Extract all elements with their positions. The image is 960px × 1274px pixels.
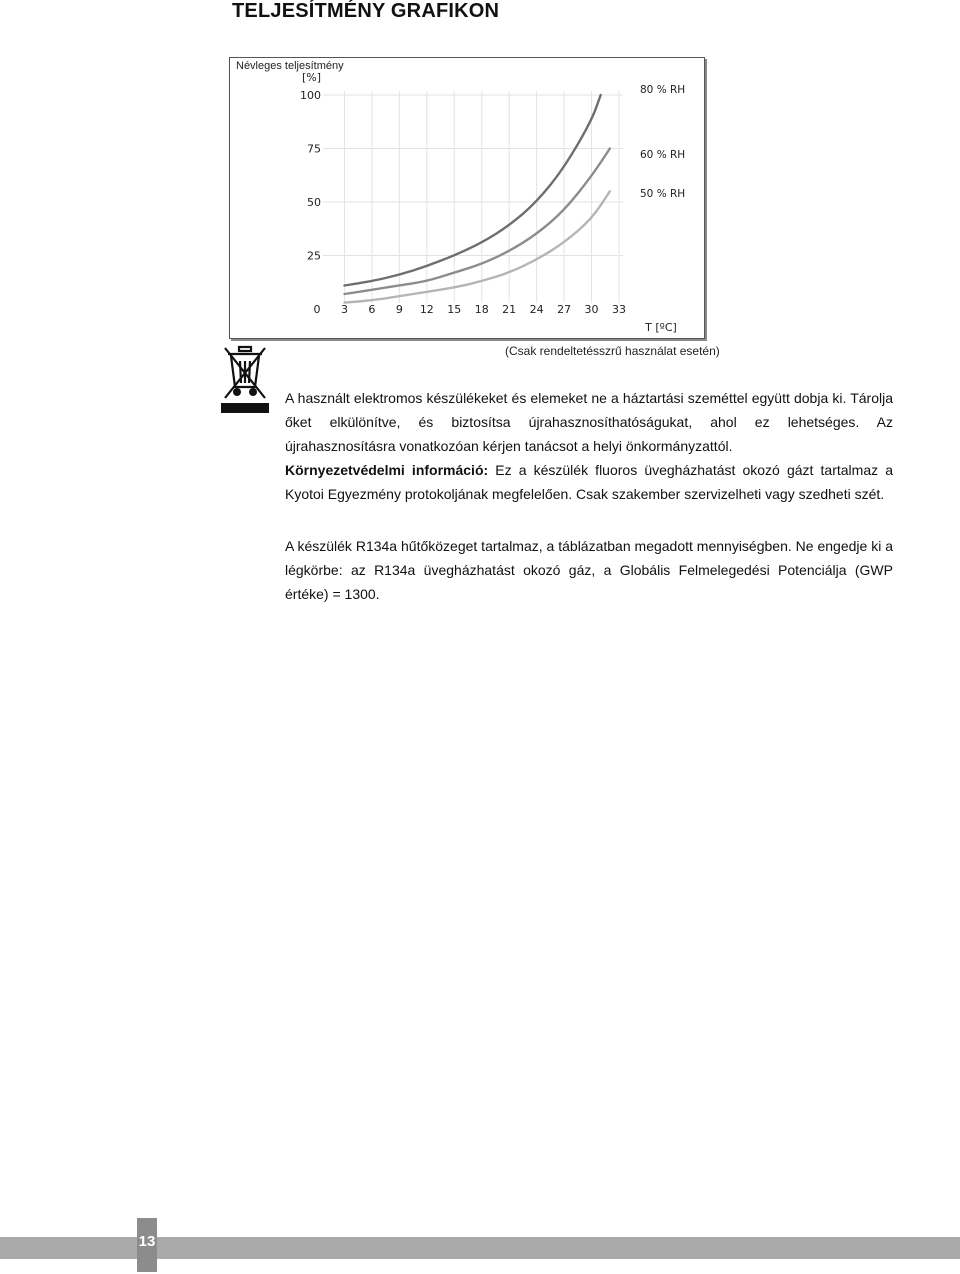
series-label: 50 % RH: [640, 188, 686, 200]
series-line: [345, 149, 610, 295]
x-tick-label: 27: [557, 303, 572, 316]
disposal-text-1: A használt elektromos készülékeket és elemeket ne a háztartási szeméttel együtt dobja ki.: [285, 390, 847, 406]
series-line: [345, 191, 610, 302]
y-tick-label: 25: [307, 249, 321, 263]
disposal-text-2: Tárolja őket elkülönítve, és biztosítsa újrahasznosíthatóságukat, ahol ez lehetséges. Az újrahasznosításra vonatkozóan kérjen tanácsot a helyi önkormányzattól.: [285, 390, 893, 454]
y-tick-label: 75: [307, 142, 321, 156]
x-tick-label: 24: [529, 303, 544, 316]
x-tick-label: 0: [313, 303, 321, 316]
x-tick-label: 6: [368, 303, 376, 316]
env-info-text: Ez a készülék fluoros üvegházhatást okozó gázt tartalmaz a Kyotoi Egyezmény protokoljának megfelelően. Csak szakember szervizelheti vagy szedheti szét.: [285, 462, 893, 502]
crossed-out-wheelie-bin-icon: [220, 340, 270, 414]
refrigerant-paragraph: A készülék R134a hűtőközeget tartalmaz, a táblázatban megadott mennyiségben. Ne engedje ki a légkörbe: az R134a üvegházhatást okozó gáz, a Globális Felmelegedési Potenciálja (GWP értéke) = 1300.: [285, 538, 893, 602]
chart-note: (Csak rendeltetésszrű használat esetén): [505, 344, 720, 358]
x-tick-label: 30: [584, 303, 599, 316]
x-tick-label: 12: [419, 303, 434, 316]
x-tick-label: 3: [340, 303, 348, 316]
x-tick-label: 33: [612, 303, 626, 316]
page-title: TELJESÍTMÉNY GRAFIKON: [232, 0, 500, 22]
y-tick-label: 50: [307, 196, 321, 209]
series-line: [345, 95, 601, 286]
chart-caption: Névleges teljesítmény: [236, 60, 344, 72]
x-axis-label: T [ºC]: [645, 321, 677, 334]
page-number: 13: [138, 1233, 156, 1250]
y-axis-label: [%]: [301, 71, 321, 84]
x-tick-label: 15: [447, 303, 462, 316]
x-tick-label: 18: [474, 303, 489, 316]
disposal-paragraph: [285, 386, 893, 506]
series-label: 60 % RH: [640, 149, 686, 161]
x-tick-label: 9: [395, 303, 403, 316]
series-label: 80 % RH: [640, 84, 686, 96]
env-info-label: Környezetvédelmi információ:: [285, 462, 489, 478]
x-tick-label: 21: [502, 303, 517, 316]
performance-chart: [229, 57, 705, 339]
y-tick-label: 100: [300, 89, 321, 102]
